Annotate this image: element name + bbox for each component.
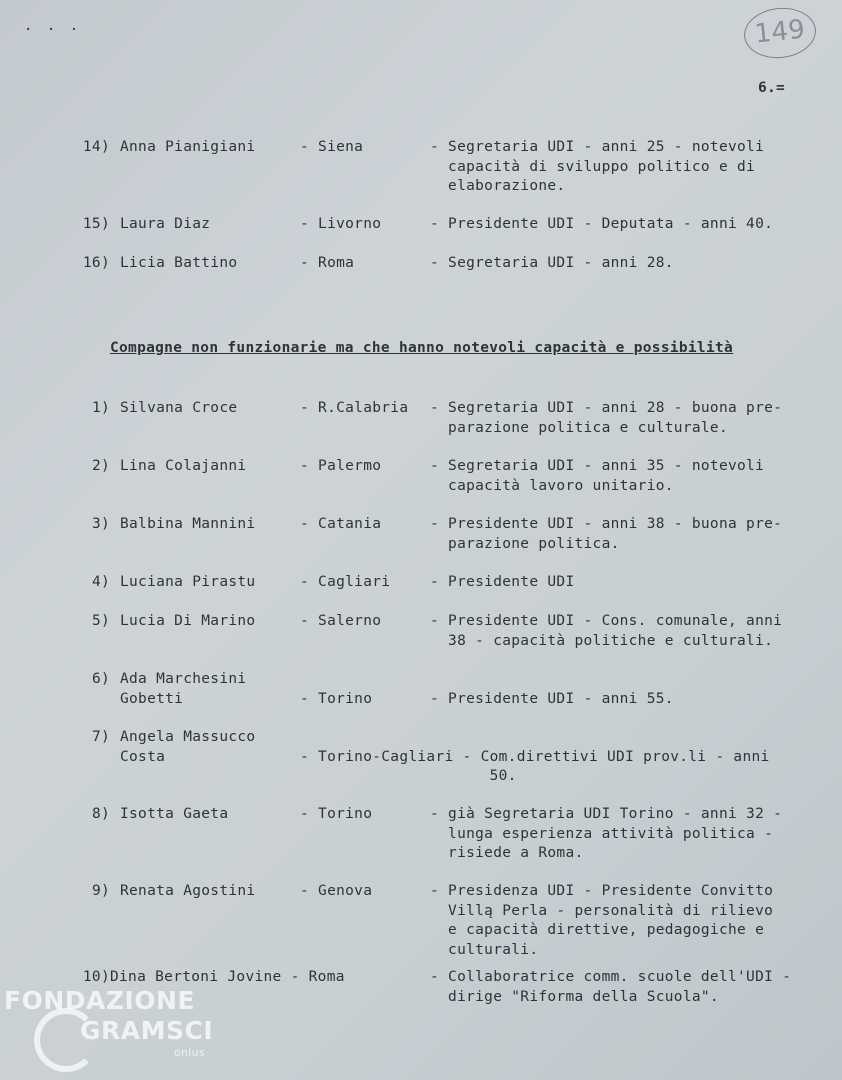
person-description: - Segretaria UDI - anni 28 - buona pre- parazione politica e culturale. xyxy=(430,400,783,436)
item-number: 7) xyxy=(91,729,110,745)
person-city: - R.Calabria xyxy=(300,400,409,416)
person-name: Licia Battino xyxy=(120,255,238,271)
archive-stamp-number: 149 xyxy=(742,4,819,61)
item-number: 10) xyxy=(82,969,110,985)
person-name: Renata Agostini xyxy=(120,883,256,899)
watermark-logo xyxy=(4,986,214,1076)
item-number: 14) xyxy=(82,139,110,155)
section-heading: Compagne non funzionarie ma che hanno notevoli capacità e possibilità xyxy=(110,340,734,356)
person-name: Lina Colajanni xyxy=(120,458,247,474)
person-name: Luciana Pirastu xyxy=(120,574,256,590)
person-description: - già Segretaria UDI Torino - anni 32 - lunga esperienza attività politica - risiede a Roma. xyxy=(430,806,783,861)
person-city: - Livorno xyxy=(300,216,382,232)
person-name: Laura Diaz xyxy=(120,216,211,232)
person-city: - Catania xyxy=(300,516,382,532)
person-name: Balbina Mannini xyxy=(120,516,256,532)
person-name: Ada Marchesini Gobetti xyxy=(120,671,247,707)
person-description: - Segretaria UDI - anni 28. xyxy=(430,255,674,271)
person-description: - Presidente UDI - Cons. comunale, anni 38 - capacità politiche e culturali. xyxy=(430,613,783,649)
person-name: Anna Pianigiani xyxy=(120,139,256,155)
person-city: - Torino xyxy=(300,690,373,707)
watermark-line3: onlus xyxy=(174,1046,205,1059)
watermark-line2: GRAMSCI xyxy=(80,1016,214,1045)
person-description: - Presidente UDI - anni 38 - buona pre- parazione politica. xyxy=(430,516,783,552)
person-city: - Cagliari xyxy=(300,574,391,590)
person-name: Silvana Croce xyxy=(120,400,238,416)
item-number: 9) xyxy=(91,883,110,899)
corner-mark: · · · xyxy=(24,22,82,38)
item-number: 1) xyxy=(91,400,110,416)
person-description: - Presidenza UDI - Presidente Convitto Villą Perla - personalità di rilievo e capacità direttive, pedagogiche e culturali. xyxy=(430,883,774,958)
item-number: 3) xyxy=(91,516,110,532)
item-number: 15) xyxy=(82,216,110,232)
person-city: - Genova xyxy=(300,883,373,899)
person-name: Lucia Di Marino xyxy=(120,613,256,629)
person-description: - Presidente UDI - anni 55. xyxy=(430,690,674,707)
person-description: - Segretaria UDI - anni 25 - notevoli capacità di sviluppo politico e di elaborazione. xyxy=(430,139,765,194)
person-description: - Presidente UDI xyxy=(430,574,575,590)
person-city: - Salerno xyxy=(300,613,382,629)
item-number: 8) xyxy=(91,806,110,822)
person-description: - Segretaria UDI - anni 35 - notevoli capacità lavoro unitario. xyxy=(430,458,765,494)
person-name: Angela Massucco Costa xyxy=(120,729,256,765)
person-city: - Torino xyxy=(300,806,373,822)
item-number: 16) xyxy=(82,255,110,271)
person-city: - Roma xyxy=(300,255,355,271)
person-name: Isotta Gaeta xyxy=(120,806,229,822)
watermark-line1: FONDAZIONE xyxy=(4,986,196,1015)
person-description: - Presidente UDI - Deputata - anni 40. xyxy=(430,216,774,232)
person-name: Dina Bertoni Jovine - Roma xyxy=(110,969,345,985)
item-number: 2) xyxy=(91,458,110,474)
person-city: - Siena xyxy=(300,139,364,155)
person-city: - Palermo xyxy=(300,458,382,474)
person-city: - Torino-Cagliari - Com.direttivi UDI prov.li - anni 50. xyxy=(300,748,770,784)
person-description: - Collaboratrice comm. scuole dell'UDI - dirige "Riforma della Scuola". xyxy=(430,969,792,1005)
item-number: 5) xyxy=(91,613,110,629)
page-number: 6.= xyxy=(758,80,786,96)
item-number: 4) xyxy=(91,574,110,590)
item-number: 6) xyxy=(91,671,110,687)
